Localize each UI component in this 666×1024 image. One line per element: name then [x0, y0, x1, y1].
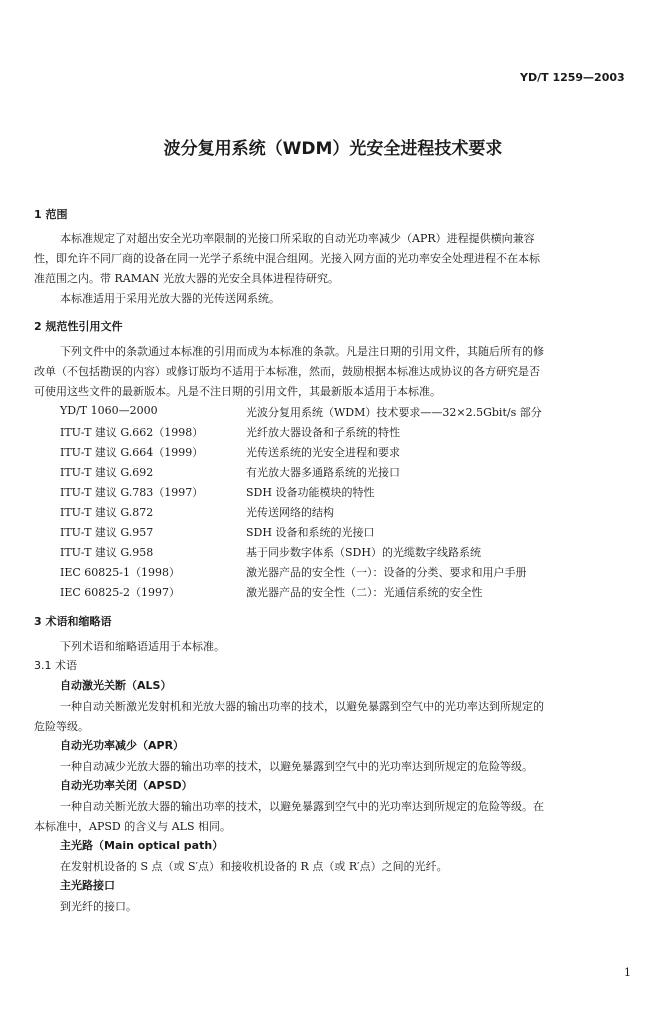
- term-main-path-interface: 主光路接口: [60, 879, 115, 892]
- reference-name: 光传送系统的光安全进程和要求: [246, 446, 400, 459]
- term-apsd-definition: 一种自动关断光放大器的输出功率的技术，以避免暴露到空气中的光功率达到所规定的危险等级。在: [60, 800, 544, 813]
- reference-name: 基于同步数字体系（SDH）的光缆数字线路系统: [246, 546, 481, 559]
- reference-id: IEC 60825-2（1997）: [60, 586, 180, 599]
- section-3-heading: 3 术语和缩略语: [34, 615, 112, 628]
- section-1-heading: 1 范围: [34, 208, 68, 221]
- term-main-optical-path-definition: 在发射机设备的 S 点（或 S′点）和接收机设备的 R 点（或 R′点）之间的光纤。: [60, 860, 448, 873]
- term-apr-definition: 一种自动减少光放大器的输出功率的技术，以避免暴露到空气中的光功率达到所规定的危险等级。: [60, 760, 533, 773]
- term-als-definition: 一种自动关断激光发射机和光放大器的输出功率的技术，以避免暴露到空气中的光功率达到所规定的: [60, 700, 544, 713]
- reference-id: IEC 60825-1（1998）: [60, 566, 180, 579]
- reference-name: 激光器产品的安全性（一）：设备的分类、要求和用户手册: [246, 566, 527, 579]
- reference-id: ITU-T 建议 G.692: [60, 466, 154, 479]
- reference-name: 有光放大器多通路系统的光接口: [246, 466, 400, 479]
- page-number: 1: [624, 966, 631, 979]
- reference-name: SDH 设备功能模块的特性: [246, 486, 375, 499]
- section-2-line: 改单（不包括勘误的内容）或修订版均不适用于本标准，然而，鼓励根据本标准达成协议的各方研究是否: [34, 365, 540, 378]
- term-main-optical-path: 主光路（Main optical path）: [60, 839, 224, 852]
- section-1-line: 本标准适用于采用光放大器的光传送网系统。: [60, 292, 280, 305]
- section-2-heading: 2 规范性引用文件: [34, 320, 123, 333]
- reference-name: 光波分复用系统（WDM）技术要求——32×2.5Gbit/s 部分: [246, 406, 542, 419]
- reference-id: ITU-T 建议 G.957: [60, 526, 154, 539]
- section-2-line: 下列文件中的条款通过本标准的引用而成为本标准的条款。凡是注日期的引用文件，其随后所有的修: [60, 345, 544, 358]
- term-apsd-definition: 本标准中，APSD 的含义与 ALS 相同。: [34, 820, 231, 833]
- term-als: 自动激光关断（ALS）: [60, 679, 172, 692]
- reference-name: SDH 设备和系统的光接口: [246, 526, 375, 539]
- reference-id: ITU-T 建议 G.872: [60, 506, 154, 519]
- reference-id: ITU-T 建议 G.958: [60, 546, 154, 559]
- reference-id: ITU-T 建议 G.662（1998）: [60, 426, 204, 439]
- reference-name: 光纤放大器设备和子系统的特性: [246, 426, 400, 439]
- section-1-line: 性，即允许不同厂商的设备在同一光学子系统中混合组网。光接入网方面的光功率安全处理进程不在本标: [34, 252, 540, 265]
- reference-name: 光传送网络的结构: [246, 506, 334, 519]
- term-main-path-interface-definition: 到光纤的接口。: [60, 900, 137, 913]
- subsection-3-1-heading: 3.1 术语: [34, 659, 77, 672]
- section-2-line: 可使用这些文件的最新版本。凡是不注日期的引用文件，其最新版本适用于本标准。: [34, 385, 441, 398]
- term-apsd: 自动光功率关闭（APSD）: [60, 779, 193, 792]
- reference-id: YD/T 1060—2000: [60, 404, 158, 417]
- reference-id: ITU-T 建议 G.664（1999）: [60, 446, 204, 459]
- section-1-line: 本标准规定了对超出安全光功率限制的光接口所采取的自动光功率减少（APR）进程提供横向兼容: [60, 232, 535, 245]
- term-als-definition: 危险等级。: [34, 720, 89, 733]
- reference-name: 激光器产品的安全性（二）：光通信系统的安全性: [246, 586, 483, 599]
- reference-id: ITU-T 建议 G.783（1997）: [60, 486, 204, 499]
- section-1-line: 准范围之内。带 RAMAN 光放大器的光安全具体进程待研究。: [34, 272, 340, 285]
- document-title: 波分复用系统（WDM）光安全进程技术要求: [163, 139, 503, 159]
- section-3-intro: 下列术语和缩略语适用于本标准。: [60, 640, 225, 653]
- term-apr: 自动光功率减少（APR）: [60, 739, 185, 752]
- standard-number: YD/T 1259—2003: [520, 71, 625, 84]
